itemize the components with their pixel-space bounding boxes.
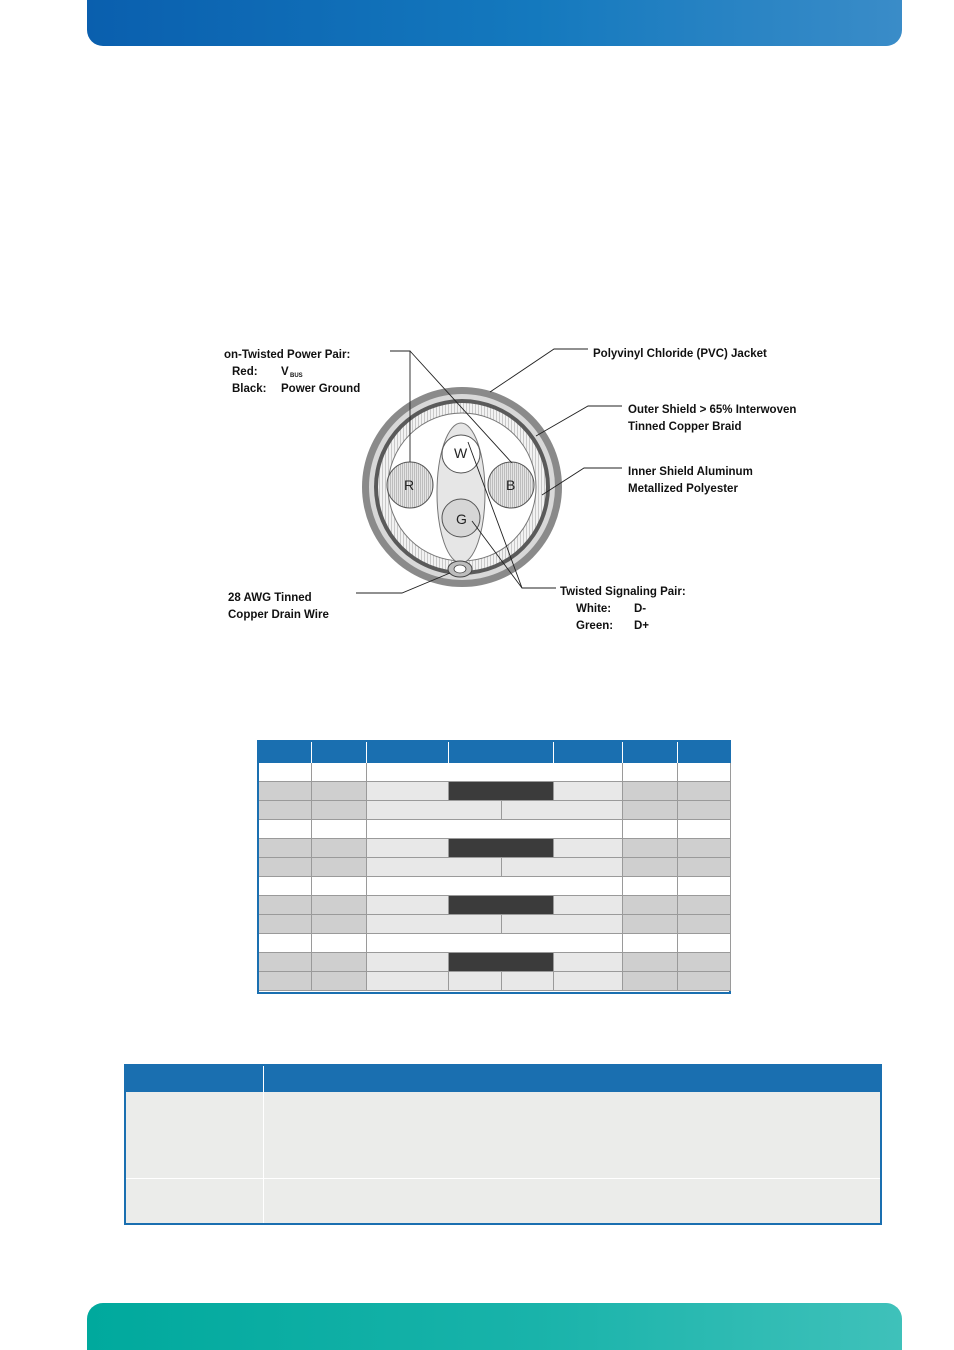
pinout-table-cell [678, 934, 731, 953]
pinout-table-cell [449, 953, 554, 972]
outer-shield-line2: Tinned Copper Braid [628, 421, 742, 433]
pinout-table-cell [502, 915, 623, 934]
pinout-table-cell [623, 934, 678, 953]
pinout-table-cell [259, 839, 312, 858]
signal-pair-white-value: D- [634, 603, 647, 615]
pinout-table-cell [367, 953, 449, 972]
page-footer-banner [87, 1303, 902, 1350]
pinout-table-cell [312, 953, 367, 972]
page-header-banner [87, 0, 902, 46]
pinout-table-row [259, 763, 729, 782]
pinout-table-row [259, 877, 729, 896]
pinout-table-cell [623, 801, 678, 820]
power-pair-red-value-subscript: BUS [290, 373, 303, 379]
description-table [124, 1064, 882, 1225]
conductor-label-green: G [456, 511, 467, 527]
pinout-table-cell [678, 915, 731, 934]
pinout-table-cell [678, 782, 731, 801]
pinout-table-cell [312, 858, 367, 877]
pinout-table-cell [623, 877, 678, 896]
pinout-table-cell [678, 953, 731, 972]
pinout-table-cell [623, 839, 678, 858]
pinout-header-cell [449, 742, 554, 763]
pinout-table-cell [259, 858, 312, 877]
pinout-table-cell [623, 972, 678, 991]
drain-wire-line1: 28 AWG Tinned [228, 592, 312, 604]
pinout-table-cell [623, 782, 678, 801]
drain-wire-line2: Copper Drain Wire [228, 609, 329, 621]
description-table-row [126, 1092, 880, 1179]
pinout-table-cell [449, 782, 554, 801]
outer-shield-label [628, 404, 796, 433]
description-row-divider [263, 1179, 264, 1223]
outer-shield-line1: Outer Shield > 65% Interwoven [628, 404, 797, 416]
pinout-table-row [259, 801, 729, 820]
pinout-table-cell [678, 972, 731, 991]
pinout-header-cell [554, 742, 623, 763]
pinout-table-cell [259, 896, 312, 915]
pinout-table-cell [623, 915, 678, 934]
pinout-table-cell [678, 858, 731, 877]
pinout-table-cell [367, 915, 502, 934]
pinout-header-cell [259, 742, 312, 763]
pinout-table-cell [312, 763, 367, 782]
description-table-row [126, 1179, 880, 1223]
pinout-header-cell [312, 742, 367, 763]
pinout-table-cell [259, 801, 312, 820]
power-pair-label [224, 349, 360, 395]
leader-outer-shield [536, 406, 622, 436]
power-pair-title: on-Twisted Power Pair: [224, 349, 351, 361]
pinout-table-cell [312, 877, 367, 896]
pinout-table-cell [449, 896, 554, 915]
pinout-table-row [259, 972, 729, 991]
leader-jacket [490, 349, 588, 392]
pinout-table-cell [367, 896, 449, 915]
pinout-table-cell [259, 934, 312, 953]
inner-shield-line2: Metallized Polyester [628, 483, 738, 495]
pinout-table-cell [259, 763, 312, 782]
pinout-table-cell [502, 972, 554, 991]
pinout-table-cell [259, 820, 312, 839]
jacket-label: Polyvinyl Chloride (PVC) Jacket [593, 348, 767, 360]
pinout-table-cell [678, 839, 731, 858]
pinout-table-cell [259, 953, 312, 972]
pinout-table-cell [367, 763, 623, 782]
pinout-table [257, 740, 731, 994]
pinout-table-row [259, 782, 729, 801]
cable-body [362, 387, 562, 587]
usb-cable-cross-section-diagram [220, 335, 840, 640]
pinout-table-cell [367, 972, 449, 991]
pinout-table-cell [449, 972, 502, 991]
pinout-table-cell [259, 915, 312, 934]
description-row-divider [263, 1092, 264, 1178]
pinout-header-cell [678, 742, 731, 763]
signal-pair-green-label: Green: [576, 620, 614, 632]
pinout-table-cell [678, 820, 731, 839]
pinout-header-cell [623, 742, 678, 763]
pinout-table-cell [312, 896, 367, 915]
pinout-table-cell [367, 820, 623, 839]
signal-pair-title: Twisted Signaling Pair: [560, 586, 686, 598]
pinout-table-cell [502, 801, 623, 820]
pinout-table-cell [259, 877, 312, 896]
pinout-table-cell [312, 972, 367, 991]
pinout-header-cell [367, 742, 449, 763]
pinout-table-cell [678, 896, 731, 915]
pinout-table-cell [312, 934, 367, 953]
description-header-divider [263, 1066, 264, 1092]
pinout-table-cell [678, 877, 731, 896]
pinout-table-row [259, 858, 729, 877]
pinout-table-cell [312, 820, 367, 839]
signal-pair-white-label: White: [576, 603, 612, 615]
pinout-table-cell [678, 763, 731, 782]
pinout-table-cell [312, 782, 367, 801]
pinout-table-cell [367, 801, 502, 820]
pinout-table-cell [367, 839, 449, 858]
description-table-header [126, 1066, 880, 1092]
inner-shield-line1: Inner Shield Aluminum [628, 466, 753, 478]
drain-wire-core [454, 565, 466, 573]
pinout-table-cell [554, 972, 623, 991]
pinout-table-cell [554, 839, 623, 858]
pinout-table-cell [259, 782, 312, 801]
pinout-table-cell [312, 915, 367, 934]
pinout-table-row [259, 820, 729, 839]
inner-shield-label [628, 466, 753, 495]
power-pair-black-value: Power Ground [281, 383, 361, 395]
pinout-table-cell [623, 820, 678, 839]
pinout-table-cell [554, 953, 623, 972]
power-pair-black-label: Black: [232, 383, 267, 395]
pinout-table-row [259, 839, 729, 858]
pinout-table-cell [312, 801, 367, 820]
pinout-table-cell [623, 953, 678, 972]
signal-pair-green-value: D+ [634, 620, 650, 632]
pinout-table-row [259, 915, 729, 934]
pinout-table-cell [367, 934, 623, 953]
pinout-table-cell [449, 839, 554, 858]
pinout-table-row [259, 953, 729, 972]
pinout-table-cell [623, 858, 678, 877]
pinout-table-cell [367, 858, 502, 877]
pinout-table-cell [554, 896, 623, 915]
pinout-table-cell [502, 858, 623, 877]
power-pair-red-label: Red: [232, 366, 258, 378]
conductor-label-red: R [404, 477, 415, 493]
conductor-label-black: B [506, 477, 516, 493]
pinout-table-cell [623, 896, 678, 915]
drain-wire-label [228, 592, 329, 621]
pinout-table-row [259, 934, 729, 953]
power-pair-red-value: V [281, 366, 289, 378]
pinout-table-cell [678, 801, 731, 820]
pinout-table-cell [367, 877, 623, 896]
pinout-table-cell [312, 839, 367, 858]
pinout-table-header [259, 742, 729, 763]
signal-pair-label [560, 586, 686, 632]
pinout-table-cell [554, 782, 623, 801]
pinout-table-cell [623, 763, 678, 782]
pinout-table-cell [259, 972, 312, 991]
pinout-table-row [259, 896, 729, 915]
conductor-label-white: W [454, 445, 468, 461]
pinout-table-cell [367, 782, 449, 801]
